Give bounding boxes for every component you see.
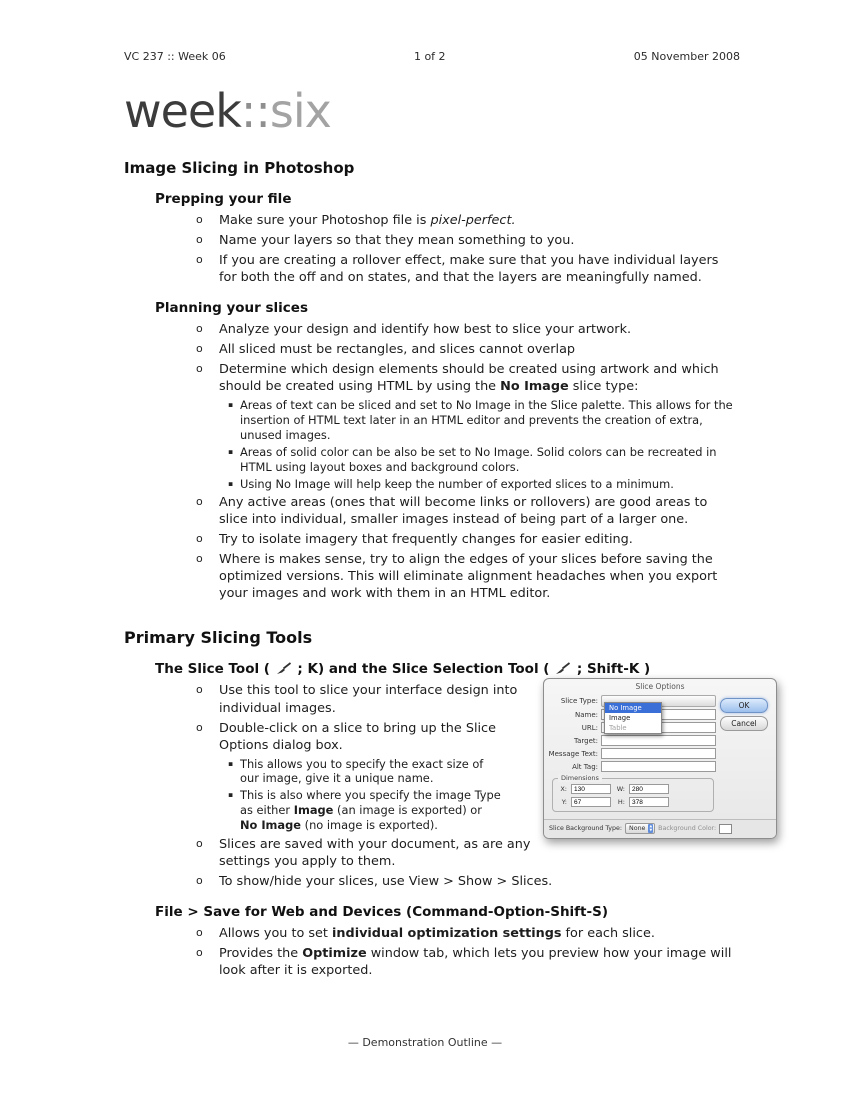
sub-bullet-marker: ▪ — [228, 446, 234, 456]
w-label: W: — [616, 785, 625, 794]
page-title — [124, 84, 740, 138]
subheading-planning: Planning your slices — [155, 300, 308, 317]
slice-background-type-select[interactable] — [625, 823, 655, 834]
slice-tool-icon — [276, 662, 292, 675]
text-segment: window tab, which lets you preview how your image will look after it is exported. — [219, 945, 732, 978]
bullet-text: If you are creating a rollover effect, make sure that you have individual layers for both the off and on states, and that the layers are meaningfully named. — [219, 253, 719, 286]
bullet-marker: o — [196, 362, 203, 376]
bullet-text: Any active areas (ones that will become links or rollovers) are good areas to slice into individual, smaller images instead of being part of a larger one. — [219, 495, 708, 528]
bullet-marker: o — [196, 873, 203, 887]
slice-background-row — [544, 819, 776, 838]
text-segment-bold: individual optimization settings — [332, 925, 562, 941]
sub-bullet-marker: ▪ — [228, 758, 234, 768]
text-segment: slice type: — [568, 379, 639, 395]
bullet-marker: o — [196, 233, 203, 247]
w-input[interactable] — [629, 784, 669, 794]
bullet-text: Try to isolate imagery that frequently changes for easier editing. — [219, 532, 633, 548]
bullet-text: Analyze your design and identify how best to slice your artwork. — [219, 322, 632, 338]
section-heading-primary-tools: Primary Slicing Tools — [124, 628, 313, 648]
alt-tag-input[interactable] — [601, 761, 716, 772]
menu-item-image[interactable]: Image — [609, 714, 631, 723]
text-segment: (an image is exported) or — [333, 803, 482, 818]
bullet-marker: o — [196, 720, 203, 734]
sub-list-item — [124, 445, 740, 475]
h-label: H: — [617, 798, 625, 807]
slice-selection-tool-icon — [555, 662, 571, 675]
dialog-title: Slice Options — [635, 682, 685, 692]
text-segment: The Slice Tool ( — [155, 661, 275, 678]
h-input[interactable] — [629, 797, 669, 807]
cancel-button[interactable]: Cancel — [720, 716, 768, 731]
list-item — [124, 232, 740, 249]
message-text-input[interactable] — [601, 748, 716, 759]
list-item — [124, 945, 740, 979]
name-label: Name: — [574, 710, 598, 719]
menu-item-table[interactable]: Table — [609, 724, 627, 733]
text-segment: Determine which design elements should be created using artwork and which should be created using HTML by using the — [219, 362, 719, 395]
slice-options-dialog-screenshot — [543, 678, 777, 839]
sub-bullet-text: Areas of text can be sliced and set to No Image in the Slice palette. This allows for the insertion of HTML text later in an HTML editor and prevents the creation of extra, unused images. — [240, 398, 733, 443]
page-header — [124, 50, 740, 63]
subheading-prepping: Prepping your file — [155, 191, 292, 208]
text-segment-bold: No Image — [240, 817, 301, 832]
dimensions-label: Dimensions — [558, 774, 602, 782]
title-colons: :: — [240, 84, 270, 138]
section-heading-image-slicing: Image Slicing in Photoshop — [124, 159, 355, 178]
slice-tool-content — [124, 682, 757, 869]
background-color-swatch[interactable] — [719, 824, 732, 834]
dialog-body — [544, 693, 776, 815]
target-input[interactable] — [601, 735, 716, 746]
bullet-marker: o — [196, 532, 203, 546]
bullet-text: Where is makes sense, try to align the edges of your slices before saving the optimized versions. This will eliminate alignment headaches when you export your images and work with them in an HTML editor. — [219, 552, 718, 602]
slice-background-type-value: None — [629, 825, 646, 833]
list-item — [124, 252, 740, 286]
bullet-text: Double-click on a slice to bring up the Slice Options dialog box. — [219, 720, 496, 753]
subheading-save-for-web: File > Save for Web and Devices (Command-Option-Shift-S) — [155, 903, 609, 920]
sub-bullet-text: Using No Image will help keep the number of exported slices to a minimum. — [240, 476, 674, 491]
bullet-marker: o — [196, 925, 203, 939]
text-segment: ; K) and the Slice Selection Tool ( — [292, 661, 555, 678]
sub-bullet-marker: ▪ — [228, 790, 234, 800]
text-segment: This is also where you specify the image Type as either — [240, 788, 501, 818]
bullet-marker: o — [196, 322, 203, 336]
bullet-marker: o — [196, 552, 203, 566]
text-segment: (no image is exported). — [301, 817, 438, 832]
bullet-text: All sliced must be rectangles, and slices cannot overlap — [219, 342, 576, 358]
x-input[interactable] — [571, 784, 611, 794]
dimensions-group — [552, 774, 714, 812]
dialog-fields — [548, 693, 716, 815]
bullet-marker: o — [196, 253, 203, 267]
message-text-row — [548, 748, 716, 759]
ok-button[interactable]: OK — [720, 698, 768, 713]
slice-type-label: Slice Type: — [560, 697, 598, 706]
background-color-label: Background Color: — [658, 825, 717, 833]
url-label: URL: — [581, 723, 598, 732]
bullet-marker: o — [196, 945, 203, 959]
menu-item-no-image[interactable]: No Image — [605, 703, 661, 713]
sub-list-item — [124, 398, 740, 442]
list-item — [124, 212, 740, 229]
slice-background-type-label: Slice Background Type: — [549, 825, 622, 833]
text-segment: ; Shift-K ) — [572, 661, 651, 678]
list-item — [124, 494, 740, 528]
target-label: Target: — [573, 736, 598, 745]
list-item — [124, 925, 740, 942]
header-date: 05 November 2008 — [633, 50, 740, 63]
bullet-text: Use this tool to slice your interface design into individual images. — [219, 683, 518, 716]
list-item — [124, 361, 740, 395]
y-input[interactable] — [571, 797, 611, 807]
bullet-text — [219, 945, 740, 979]
sub-bullet-marker: ▪ — [228, 478, 234, 488]
bullet-text: Name your layers so that they mean something to you. — [219, 233, 575, 249]
bullet-marker: o — [196, 342, 203, 356]
text-segment-bold: Image — [293, 803, 334, 818]
list-item — [124, 551, 740, 602]
text-segment: Allows you to set — [219, 925, 333, 941]
list-item — [124, 341, 740, 358]
list-item — [124, 321, 740, 338]
sub-list-item — [124, 477, 740, 492]
popup-arrows-icon: ▲ ▼ — [649, 824, 653, 832]
bullet-text: Slices are saved with your document, as are any settings you apply to them. — [219, 836, 531, 869]
bullet-marker: o — [196, 836, 203, 850]
bullet-text: To show/hide your slices, use View > Show > Slices. — [219, 873, 553, 889]
text-segment-bold: Optimize — [302, 945, 367, 961]
bullet-marker: o — [196, 683, 203, 697]
text-segment-bold: No Image — [500, 379, 569, 395]
slice-type-menu — [604, 702, 662, 734]
bullet-text — [219, 925, 740, 942]
message-text-label: Message Text: — [548, 749, 598, 758]
list-item — [124, 531, 740, 548]
sub-bullet-marker: ▪ — [228, 400, 234, 410]
sub-bullet-text — [240, 788, 502, 832]
text-segment-italic: pixel-perfect. — [430, 213, 516, 229]
title-six: six — [269, 84, 331, 138]
text-segment: Make sure your Photoshop file is — [219, 213, 431, 229]
header-page-number: 1 of 2 — [413, 50, 446, 63]
bullet-text — [219, 212, 740, 229]
alt-tag-row — [548, 761, 716, 772]
x-label: X: — [560, 785, 567, 794]
target-row — [548, 735, 716, 746]
bullet-marker: o — [196, 213, 203, 227]
bullet-text — [219, 361, 740, 395]
dimensions-grid — [557, 784, 709, 807]
text-segment: Provides the — [219, 945, 303, 961]
sub-bullet-text: Areas of solid color can be also be set to No Image. Solid colors can be recreated in HTML using layout boxes and background colors. — [240, 444, 717, 474]
y-label: Y: — [561, 798, 567, 807]
list-item — [124, 873, 740, 890]
bullet-marker: o — [196, 495, 203, 509]
page-footer: — Demonstration Outline — — [347, 1036, 503, 1049]
alt-tag-label: Alt Tag: — [572, 762, 598, 771]
subheading-slice-tool — [155, 661, 740, 677]
dialog-buttons — [716, 693, 772, 815]
list-item — [124, 836, 740, 870]
title-week: week — [124, 84, 241, 138]
text-segment: for each slice. — [561, 925, 655, 941]
header-course: VC 237 :: Week 06 — [124, 50, 226, 63]
sub-bullet-text: This allows you to specify the exact size of our image, give it a unique name. — [240, 756, 484, 786]
